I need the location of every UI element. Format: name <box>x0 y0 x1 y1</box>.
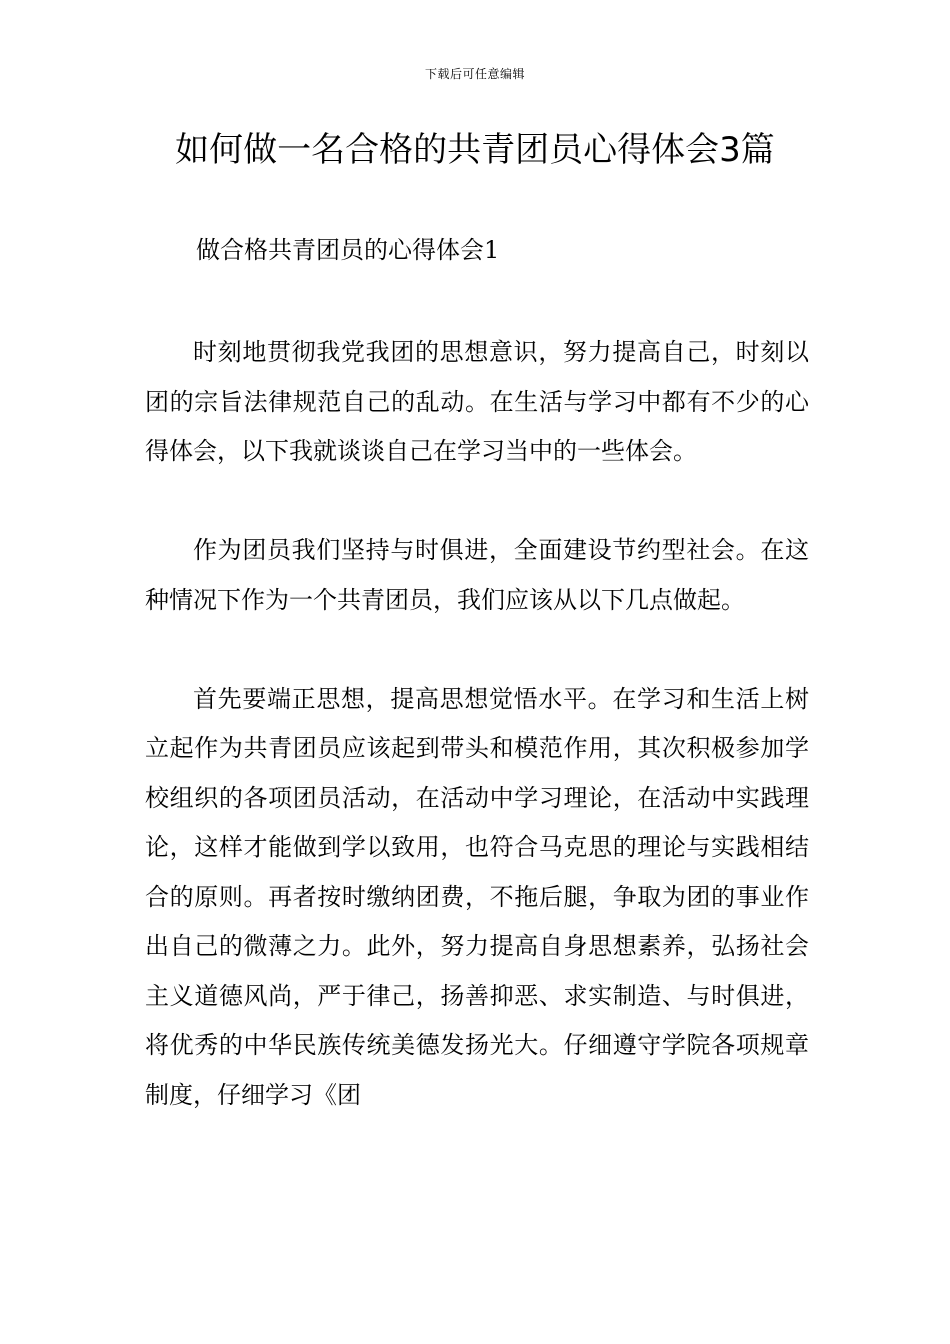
document-body <box>145 328 809 1170</box>
header-note: 下载后可任意编辑 <box>424 67 525 81</box>
paragraph-2: 作为团员我们坚持与时俱进，全面建设节约型社会。在这种情况下作为一个共青团员，我们应该从以下几点做起。 <box>145 536 809 614</box>
paragraph-3: 首先要端正思想，提高思想觉悟水平。在学习和生活上树立起作为共青团员应该起到带头和模范作用，其次积极参加学校组织的各项团员活动，在活动中学习理论，在活动中实践理论，这样才能做到学以致用，也符合马克思的理论与实践相结合的原则。再者按时缴纳团费，不拖后腿，争取为团的事业作出自己的微薄之力。此外，努力提高自身思想素养，弘扬社会主义道德风尚，严于律己，扬善抑恶、求实制造、与时俱进，将优秀的中华民族传统美德发扬光大。仔细遵守学院各项规章制度，仔细学习《团 <box>145 684 809 1109</box>
page-title: 如何做一名合格的共青团员心得体会3篇 <box>175 130 775 170</box>
section-heading: 做合格共青团员的心得体会1 <box>196 236 500 264</box>
paragraph-1: 时刻地贯彻我党我团的思想意识，努力提高自己，时刻以团的宗旨法律规范自己的乱动。在生活与学习中都有不少的心得体会，以下我就谈谈自己在学习当中的一些体会。 <box>145 338 809 465</box>
